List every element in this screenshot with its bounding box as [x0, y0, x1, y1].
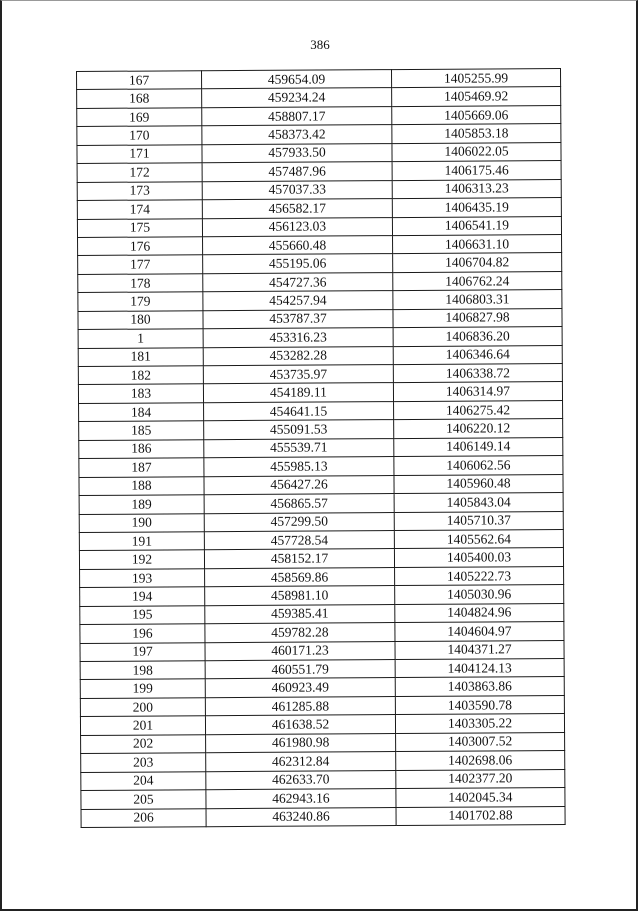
point-number-cell: 206 — [81, 808, 206, 827]
y-coordinate-cell: 1402698.06 — [396, 751, 565, 770]
point-number-cell: 187 — [79, 458, 204, 477]
point-number-cell: 1 — [78, 329, 203, 348]
x-coordinate-cell: 454189.11 — [203, 383, 393, 403]
x-coordinate-cell: 457487.96 — [202, 162, 392, 182]
point-number-cell: 182 — [78, 366, 203, 385]
y-coordinate-cell: 1405710.37 — [394, 511, 563, 530]
page-number: 386 — [310, 37, 330, 52]
y-coordinate-cell: 1406836.20 — [393, 327, 562, 346]
x-coordinate-cell: 453787.37 — [203, 309, 393, 329]
point-number-cell: 177 — [78, 255, 203, 274]
point-number-cell: 198 — [80, 661, 205, 680]
y-coordinate-cell: 1405562.64 — [394, 529, 563, 548]
point-number-cell: 178 — [78, 274, 203, 293]
point-number-cell: 185 — [79, 421, 204, 440]
x-coordinate-cell: 459782.28 — [205, 623, 395, 643]
point-number-cell: 197 — [80, 642, 205, 661]
point-number-cell: 176 — [78, 237, 203, 256]
y-coordinate-cell: 1402045.34 — [396, 788, 565, 807]
y-coordinate-cell: 1403305.22 — [395, 714, 564, 733]
point-number-cell: 188 — [79, 476, 204, 495]
x-coordinate-cell: 455195.06 — [203, 254, 393, 274]
point-number-cell: 175 — [77, 218, 202, 237]
x-coordinate-cell: 455539.71 — [204, 438, 394, 458]
y-coordinate-cell: 1406631.10 — [393, 234, 562, 253]
point-number-cell: 170 — [77, 126, 202, 145]
point-number-cell: 194 — [80, 587, 205, 606]
y-coordinate-cell: 1403590.78 — [395, 695, 564, 714]
point-number-cell: 190 — [79, 513, 204, 532]
x-coordinate-cell: 453735.97 — [203, 365, 393, 385]
point-number-cell: 204 — [81, 771, 206, 790]
y-coordinate-cell: 1406346.64 — [393, 345, 562, 364]
point-number-cell: 192 — [79, 550, 204, 569]
y-coordinate-cell: 1405400.03 — [394, 548, 563, 567]
y-coordinate-cell: 1405030.96 — [395, 585, 564, 604]
point-number-cell: 171 — [77, 144, 202, 163]
x-coordinate-cell: 456123.03 — [202, 217, 392, 237]
point-number-cell: 186 — [79, 439, 204, 458]
x-coordinate-cell: 456582.17 — [202, 199, 392, 219]
y-coordinate-cell: 1404371.27 — [395, 640, 564, 659]
point-number-cell: 199 — [80, 679, 205, 698]
point-number-cell: 172 — [77, 163, 202, 182]
point-number-cell: 201 — [80, 716, 205, 735]
x-coordinate-cell: 455660.48 — [203, 236, 393, 256]
y-coordinate-cell: 1406762.24 — [393, 271, 562, 290]
y-coordinate-cell: 1406313.23 — [392, 179, 561, 198]
y-coordinate-cell: 1406022.05 — [392, 142, 561, 161]
x-coordinate-cell: 458373.42 — [202, 125, 392, 145]
x-coordinate-cell: 461285.88 — [205, 696, 395, 716]
table-body — [77, 69, 566, 828]
y-coordinate-cell: 1405853.18 — [392, 124, 561, 143]
x-coordinate-cell: 459654.09 — [202, 70, 392, 90]
x-coordinate-cell: 460551.79 — [205, 660, 395, 680]
table-row — [81, 806, 565, 827]
y-coordinate-cell: 1405222.73 — [395, 566, 564, 585]
y-coordinate-cell: 1406175.46 — [392, 161, 561, 180]
y-coordinate-cell: 1404604.97 — [395, 622, 564, 641]
point-number-cell: 181 — [78, 347, 203, 366]
x-coordinate-cell: 456427.26 — [204, 475, 394, 495]
y-coordinate-cell: 1406704.82 — [393, 253, 562, 272]
x-coordinate-cell: 457037.33 — [202, 180, 392, 200]
y-coordinate-cell: 1405669.06 — [392, 105, 561, 124]
x-coordinate-cell: 457728.54 — [204, 531, 394, 551]
x-coordinate-cell: 457933.50 — [202, 143, 392, 163]
point-number-cell: 184 — [79, 403, 204, 422]
y-coordinate-cell: 1406827.98 — [393, 308, 562, 327]
y-coordinate-cell: 1404124.13 — [395, 659, 564, 678]
x-coordinate-cell: 456865.57 — [204, 494, 394, 514]
point-number-cell: 183 — [78, 384, 203, 403]
y-coordinate-cell: 1405255.99 — [391, 69, 560, 88]
y-coordinate-cell: 1406149.14 — [394, 437, 563, 456]
coordinates-table — [76, 68, 566, 828]
point-number-cell: 174 — [77, 200, 202, 219]
point-number-cell: 180 — [78, 310, 203, 329]
point-number-cell: 169 — [77, 108, 202, 127]
x-coordinate-cell: 454727.36 — [203, 272, 393, 292]
point-number-cell: 168 — [77, 89, 202, 108]
y-coordinate-cell: 1405843.04 — [394, 493, 563, 512]
x-coordinate-cell: 454641.15 — [204, 401, 394, 421]
y-coordinate-cell: 1404824.96 — [395, 603, 564, 622]
x-coordinate-cell: 459385.41 — [205, 604, 395, 624]
x-coordinate-cell: 461980.98 — [206, 733, 396, 753]
x-coordinate-cell: 460171.23 — [205, 641, 395, 661]
x-coordinate-cell: 461638.52 — [205, 715, 395, 735]
x-coordinate-cell: 462943.16 — [206, 789, 396, 809]
y-coordinate-cell: 1405469.92 — [392, 87, 561, 106]
x-coordinate-cell: 453316.23 — [203, 328, 393, 348]
y-coordinate-cell: 1406338.72 — [393, 364, 562, 383]
x-coordinate-cell: 462633.70 — [206, 770, 396, 790]
point-number-cell: 179 — [78, 292, 203, 311]
x-coordinate-cell: 462312.84 — [206, 752, 396, 772]
y-coordinate-cell: 1406803.31 — [393, 290, 562, 309]
point-number-cell: 200 — [80, 698, 205, 717]
point-number-cell: 193 — [80, 569, 205, 588]
x-coordinate-cell: 458807.17 — [202, 106, 392, 126]
x-coordinate-cell: 454257.94 — [203, 291, 393, 311]
point-number-cell: 195 — [80, 605, 205, 624]
point-number-cell: 205 — [81, 790, 206, 809]
y-coordinate-cell: 1401702.88 — [396, 806, 565, 825]
y-coordinate-cell: 1406220.12 — [394, 419, 563, 438]
y-coordinate-cell: 1406062.56 — [394, 456, 563, 475]
y-coordinate-cell: 1406541.19 — [392, 216, 561, 235]
y-coordinate-cell: 1406435.19 — [392, 198, 561, 217]
point-number-cell: 202 — [81, 734, 206, 753]
y-coordinate-cell: 1406314.97 — [393, 382, 562, 401]
point-number-cell: 173 — [77, 181, 202, 200]
x-coordinate-cell: 458569.86 — [205, 567, 395, 587]
x-coordinate-cell: 455091.53 — [204, 420, 394, 440]
point-number-cell: 203 — [81, 753, 206, 772]
point-number-cell: 191 — [79, 532, 204, 551]
x-coordinate-cell: 455985.13 — [204, 457, 394, 477]
y-coordinate-cell: 1403007.52 — [396, 732, 565, 751]
point-number-cell: 196 — [80, 624, 205, 643]
y-coordinate-cell: 1402377.20 — [396, 769, 565, 788]
x-coordinate-cell: 453282.28 — [203, 346, 393, 366]
point-number-cell: 189 — [79, 495, 204, 514]
x-coordinate-cell: 460923.49 — [205, 678, 395, 698]
x-coordinate-cell: 463240.86 — [206, 807, 396, 827]
y-coordinate-cell: 1405960.48 — [394, 474, 563, 493]
y-coordinate-cell: 1403863.86 — [395, 677, 564, 696]
x-coordinate-cell: 458981.10 — [205, 586, 395, 606]
y-coordinate-cell: 1406275.42 — [394, 400, 563, 419]
x-coordinate-cell: 459234.24 — [202, 88, 392, 108]
x-coordinate-cell: 458152.17 — [204, 549, 394, 569]
x-coordinate-cell: 457299.50 — [204, 512, 394, 532]
point-number-cell: 167 — [77, 71, 202, 90]
